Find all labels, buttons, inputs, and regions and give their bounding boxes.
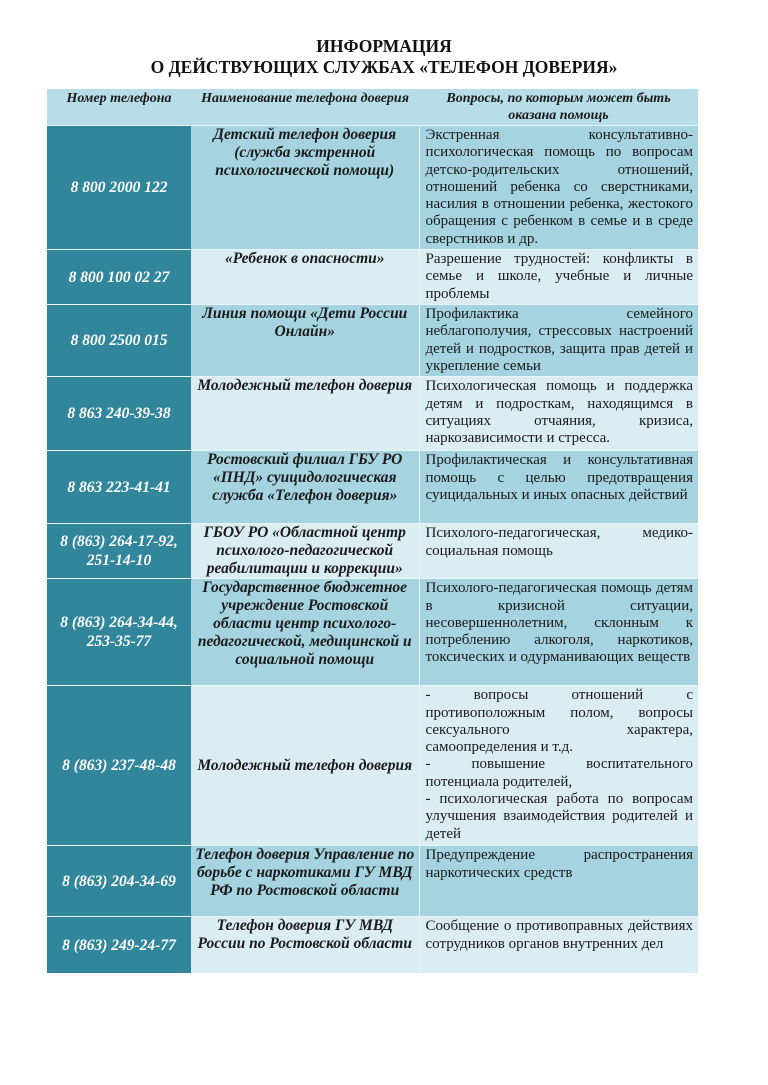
hotline-name: Телефон доверия Управление по борьбе с наркотиками ГУ МВД РФ по Ростовской области	[191, 846, 419, 917]
table-row	[47, 917, 698, 973]
table-row	[47, 846, 698, 917]
phone-number: 8 863 223-41-41	[47, 451, 191, 524]
hotline-name: Телефон доверия ГУ МВД России по Ростовской области	[191, 917, 419, 973]
help-topics: Психолого-педагогическая помощь детям в кризисной ситуации, несовершеннолетним, склонным к потреблению алкоголя, наркотиков, токсических и одурманивающих веществ	[419, 579, 698, 686]
table-row	[47, 579, 698, 686]
hotline-name: «Ребенок в опасности»	[191, 250, 419, 305]
title-line-2: О ДЕЙСТВУЮЩИХ СЛУЖБАХ «ТЕЛЕФОН ДОВЕРИЯ»	[150, 57, 618, 77]
phone-number: 8 (863) 204-34-69	[47, 846, 191, 917]
phone-number: 8 (863) 264-34-44, 253-35-77	[47, 579, 191, 686]
phone-number: 8 (863) 249-24-77	[47, 917, 191, 973]
help-topic-item: - повышение воспитательного потенциала родителей,	[425, 756, 693, 790]
header-phone-number: Номер телефона	[47, 89, 191, 126]
document-title	[0, 36, 768, 78]
phone-number: 8 800 2500 015	[47, 305, 191, 377]
hotlines-table	[47, 89, 698, 973]
table-row	[47, 305, 698, 377]
help-topics: Разрешение трудностей: конфликты в семье и школе, учебные и личные проблемы	[419, 250, 698, 305]
help-topic-item: - психологическая работа по вопросам улучшения взаимодействия родителей и детей	[425, 791, 693, 842]
table-row	[47, 524, 698, 579]
hotline-name: Ростовский филиал ГБУ РО «ПНД» суицидологическая служба «Телефон доверия»	[191, 451, 419, 524]
help-topics: Психологическая помощь и поддержка детям и подросткам, находящимся в ситуациях отчаяния, кризиса, наркозависимости и стресса.	[419, 377, 698, 451]
table-row	[47, 686, 698, 846]
phone-number: 8 800 100 02 27	[47, 250, 191, 305]
help-topics: Предупреждение распространения наркотических средств	[419, 846, 698, 917]
phone-number: 8 (863) 237-48-48	[47, 686, 191, 846]
table-row	[47, 126, 698, 250]
help-topics: Экстренная консультативно-психологическая помощь по вопросам детско-родительских отношений, отношений ребенка со сверстниками, насилия в отношении ребенка, жестокого обращения с ребенком в семье и в среде сверстников и др.	[419, 126, 698, 250]
help-topics: Профилактическая и консультативная помощь с целью предотвращения суицидальных и иных опасных действий	[419, 451, 698, 524]
help-topic-item: - вопросы отношений с противоположным полом, вопросы сексуального характера, самоопределения и т.д.	[425, 687, 693, 756]
header-hotline-name: Наименование телефона доверия	[191, 89, 419, 126]
help-topics	[419, 686, 698, 846]
header-help-topics: Вопросы, по которым может быть оказана помощь	[419, 89, 698, 126]
hotline-name: Государственное бюджетное учреждение Ростовской области центр психолого-педагогической, медицинской и социальной помощи	[191, 579, 419, 686]
help-topics: Психолого-педагогическая, медико-социальная помощь	[419, 524, 698, 579]
hotline-name: Молодежный телефон доверия	[191, 686, 419, 846]
title-line-1: ИНФОРМАЦИЯ	[316, 36, 452, 56]
phone-number: 8 800 2000 122	[47, 126, 191, 250]
hotline-name: Линия помощи «Дети России Онлайн»	[191, 305, 419, 377]
table-row	[47, 377, 698, 451]
hotline-name: Молодежный телефон доверия	[191, 377, 419, 451]
help-topics: Профилактика семейного неблагополучия, стрессовых настроений детей и подростков, защита прав детей и укрепление семьи	[419, 305, 698, 377]
table-row	[47, 250, 698, 305]
help-topics: Сообщение о противоправных действиях сотрудников органов внутренних дел	[419, 917, 698, 973]
phone-number: 8 863 240-39-38	[47, 377, 191, 451]
hotline-name: Детский телефон доверия (служба экстренной психологической помощи)	[191, 126, 419, 250]
hotline-name: ГБОУ РО «Областной центр психолого-педагогической реабилитации и коррекции»	[191, 524, 419, 579]
table-header-row	[47, 89, 698, 126]
table-row	[47, 451, 698, 524]
phone-number: 8 (863) 264-17-92, 251-14-10	[47, 524, 191, 579]
